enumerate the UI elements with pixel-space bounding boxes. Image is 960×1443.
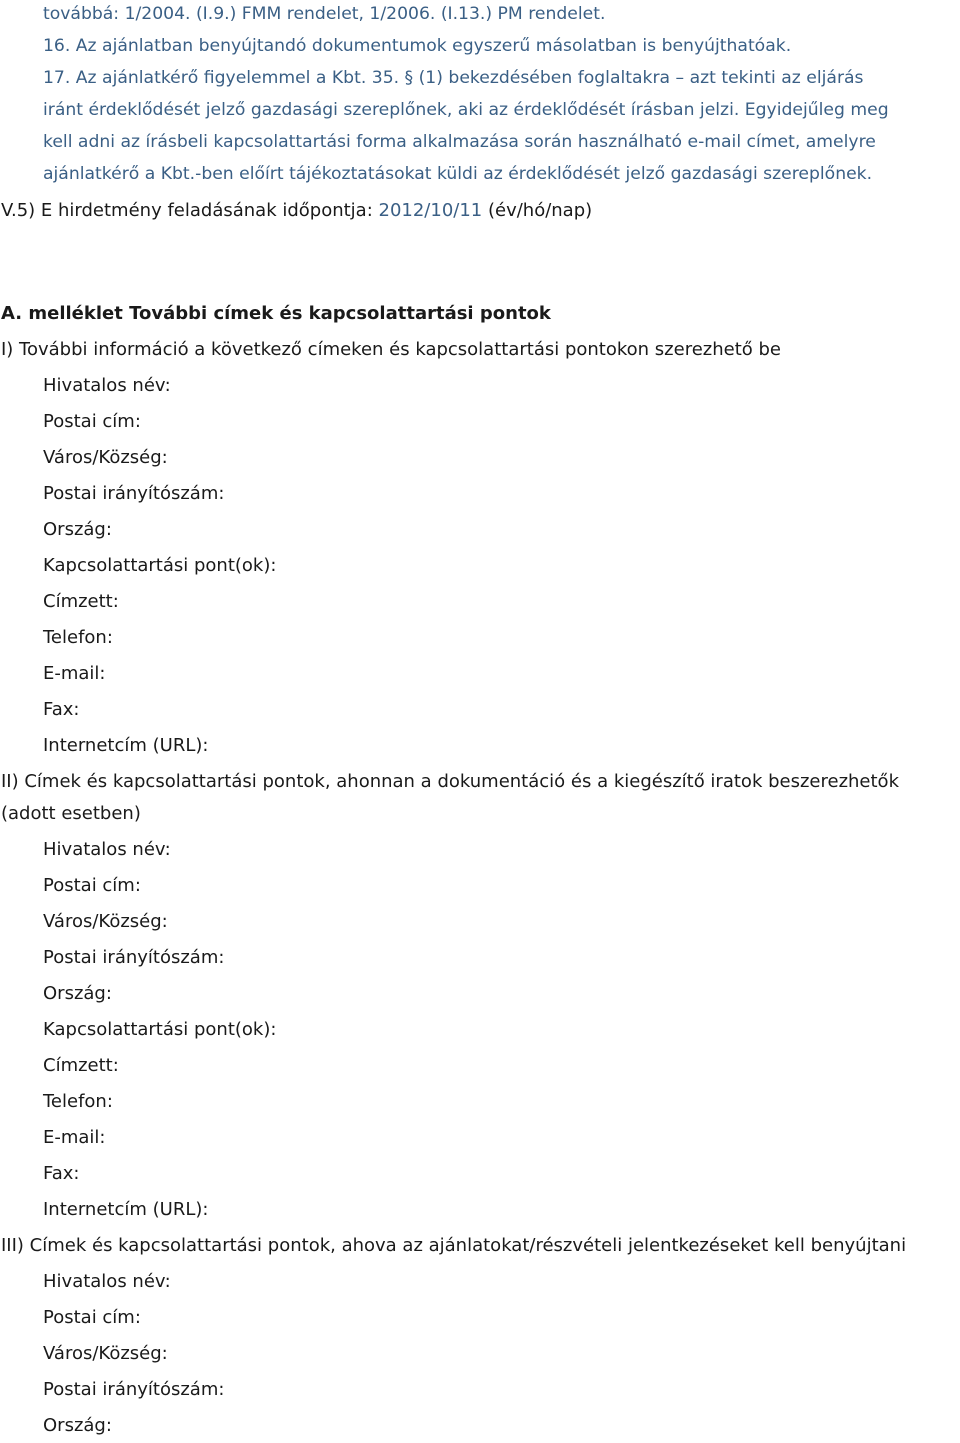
field-telephone: Telefon: xyxy=(43,1091,113,1112)
field-url: Internetcím (URL): xyxy=(43,735,209,756)
top-text-line: ajánlatkérő a Kbt.-ben előírt tájékoztatásokat küldi az érdeklődését jelző gazdasági szereplőnek. xyxy=(43,164,873,184)
field-postal-address: Postai cím: xyxy=(43,875,141,896)
section-1-heading: I) További információ a következő címeken és kapcsolattartási pontokon szerezhető be xyxy=(1,339,781,360)
field-addressee: Címzett: xyxy=(43,1055,119,1076)
field-contact-points: Kapcsolattartási pont(ok): xyxy=(43,555,277,576)
field-url: Internetcím (URL): xyxy=(43,1199,209,1220)
field-telephone: Telefon: xyxy=(43,627,113,648)
top-text-line: kell adni az írásbeli kapcsolattartási forma alkalmazása során használható e-mail címet, amelyre xyxy=(43,132,876,152)
field-postal-code: Postai irányítószám: xyxy=(43,947,225,968)
field-official-name: Hivatalos név: xyxy=(43,375,171,396)
field-postal-address: Postai cím: xyxy=(43,411,141,432)
field-city: Város/Község: xyxy=(43,447,168,468)
section-3-heading: III) Címek és kapcsolattartási pontok, ahova az ajánlatokat/részvételi jelentkezéseket kell benyújtani xyxy=(1,1235,907,1256)
section-2-heading-cont: (adott esetben) xyxy=(1,803,141,824)
publication-date-value: 2012/10/11 xyxy=(378,200,483,221)
top-text-line: továbbá: 1/2004. (I.9.) FMM rendelet, 1/2006. (I.13.) PM rendelet. xyxy=(43,4,606,24)
publication-date-line xyxy=(1,202,592,220)
field-email: E-mail: xyxy=(43,663,106,684)
field-fax: Fax: xyxy=(43,1163,80,1184)
top-text-line: 17. Az ajánlatkérő figyelemmel a Kbt. 35. § (1) bekezdésében foglaltakra – azt tekinti az eljárás xyxy=(43,68,864,88)
field-fax: Fax: xyxy=(43,699,80,720)
top-text-line: 16. Az ajánlatban benyújtandó dokumentumok egyszerű másolatban is benyújthatóak. xyxy=(43,36,792,56)
field-postal-code: Postai irányítószám: xyxy=(43,483,225,504)
field-city: Város/Község: xyxy=(43,911,168,932)
field-official-name: Hivatalos név: xyxy=(43,839,171,860)
field-country: Ország: xyxy=(43,519,112,540)
publication-date-format: (év/hó/nap) xyxy=(482,200,593,221)
field-email: E-mail: xyxy=(43,1127,106,1148)
field-contact-points: Kapcsolattartási pont(ok): xyxy=(43,1019,277,1040)
field-country: Ország: xyxy=(43,1415,112,1436)
field-country: Ország: xyxy=(43,983,112,1004)
field-addressee: Címzett: xyxy=(43,591,119,612)
section-2-heading: II) Címek és kapcsolattartási pontok, ahonnan a dokumentáció és a kiegészítő iratok beszerezhetők xyxy=(1,771,899,792)
field-official-name: Hivatalos név: xyxy=(43,1271,171,1292)
field-city: Város/Község: xyxy=(43,1343,168,1364)
annex-title: A. melléklet További címek és kapcsolattartási pontok xyxy=(1,303,551,324)
publication-date-label: V.5) E hirdetmény feladásának időpontja: xyxy=(1,200,379,221)
top-text-line: iránt érdeklődését jelző gazdasági szereplőnek, aki az érdeklődését írásban jelzi. Egyidejűleg meg xyxy=(43,100,889,120)
field-postal-address: Postai cím: xyxy=(43,1307,141,1328)
field-postal-code: Postai irányítószám: xyxy=(43,1379,225,1400)
